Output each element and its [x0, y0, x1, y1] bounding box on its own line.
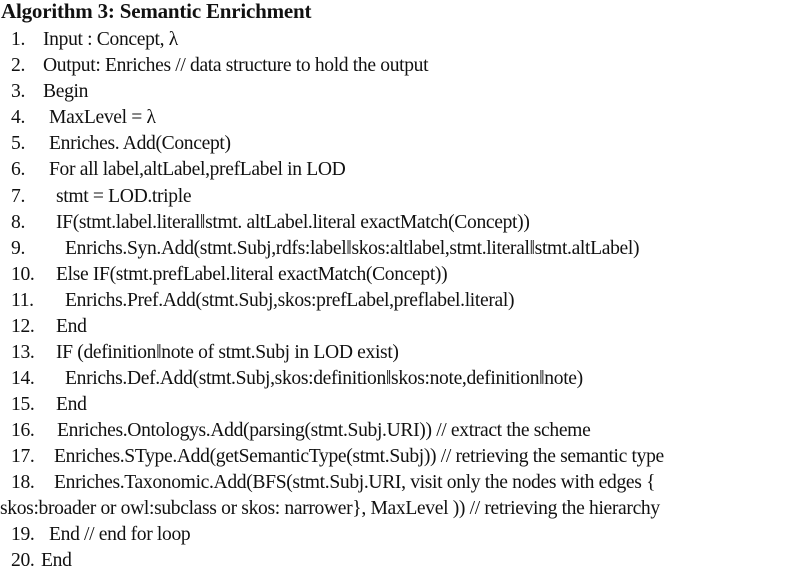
line-number: 3. — [11, 81, 25, 102]
line-text: End — [41, 550, 72, 571]
line-number: 17. — [11, 446, 35, 467]
line-number: 16. — [11, 420, 35, 441]
line-text: Enrichs.Def.Add(stmt.Subj,skos:definition‖skos:note,definition‖note) — [65, 368, 583, 389]
line-text: IF (definition‖note of stmt.Subj in LOD exist) — [56, 342, 399, 363]
line-text: MaxLevel = λ — [49, 107, 156, 128]
line-text: For all label,altLabel,prefLabel in LOD — [49, 159, 346, 180]
line-number: 18. — [11, 472, 35, 493]
algorithm-title: Algorithm 3: Semantic Enrichment — [1, 0, 312, 23]
line-text: Input : Concept, λ — [43, 29, 178, 50]
line-number: 4. — [11, 107, 25, 128]
line-number: 20. — [11, 550, 35, 571]
line-number: 14. — [11, 368, 35, 389]
line-text: Enriches. Add(Concept) — [49, 133, 231, 154]
line-number: 11. — [11, 290, 34, 311]
line-number: 13. — [11, 342, 35, 363]
line-text: IF(stmt.label.literal‖stmt. altLabel.literal exactMatch(Concept)) — [56, 212, 530, 233]
line-text: End — [56, 394, 87, 415]
line-number: 19. — [11, 524, 35, 545]
line-text: End — [56, 316, 87, 337]
line-text: Enriches.SType.Add(getSemanticType(stmt.Subj)) // retrieving the semantic type — [54, 446, 664, 467]
line-number: 9. — [11, 238, 25, 259]
line-text: Enriches.Taxonomic.Add(BFS(stmt.Subj.URI, visit only the nodes with edges { — [54, 472, 656, 493]
line-number: 6. — [11, 159, 25, 180]
line-text: Enrichs.Pref.Add(stmt.Subj,skos:prefLabel,preflabel.literal) — [65, 290, 515, 311]
line-number: 8. — [11, 212, 25, 233]
line-text: skos:broader or owl:subclass or skos: narrower}, MaxLevel )) // retrieving the hierarchy — [0, 498, 660, 519]
line-number: 1. — [11, 29, 25, 50]
line-number: 15. — [11, 394, 35, 415]
line-number: 2. — [11, 55, 25, 76]
line-text: Begin — [43, 81, 89, 102]
line-number: 5. — [11, 133, 25, 154]
line-text: Else IF(stmt.prefLabel.literal exactMatch(Concept)) — [56, 264, 448, 285]
line-text: Output: Enriches // data structure to hold the output — [43, 55, 429, 76]
line-text: Enrichs.Syn.Add(stmt.Subj,rdfs:label‖skos:altlabel,stmt.literal‖stmt.altLabel) — [65, 238, 640, 259]
line-number: 12. — [11, 316, 35, 337]
line-text: Enriches.Ontologys.Add(parsing(stmt.Subj.URI)) // extract the scheme — [57, 420, 591, 441]
line-number: 7. — [11, 186, 25, 207]
line-text: stmt = LOD.triple — [56, 186, 192, 207]
line-text: End // end for loop — [49, 524, 191, 545]
line-number: 10. — [11, 264, 35, 285]
